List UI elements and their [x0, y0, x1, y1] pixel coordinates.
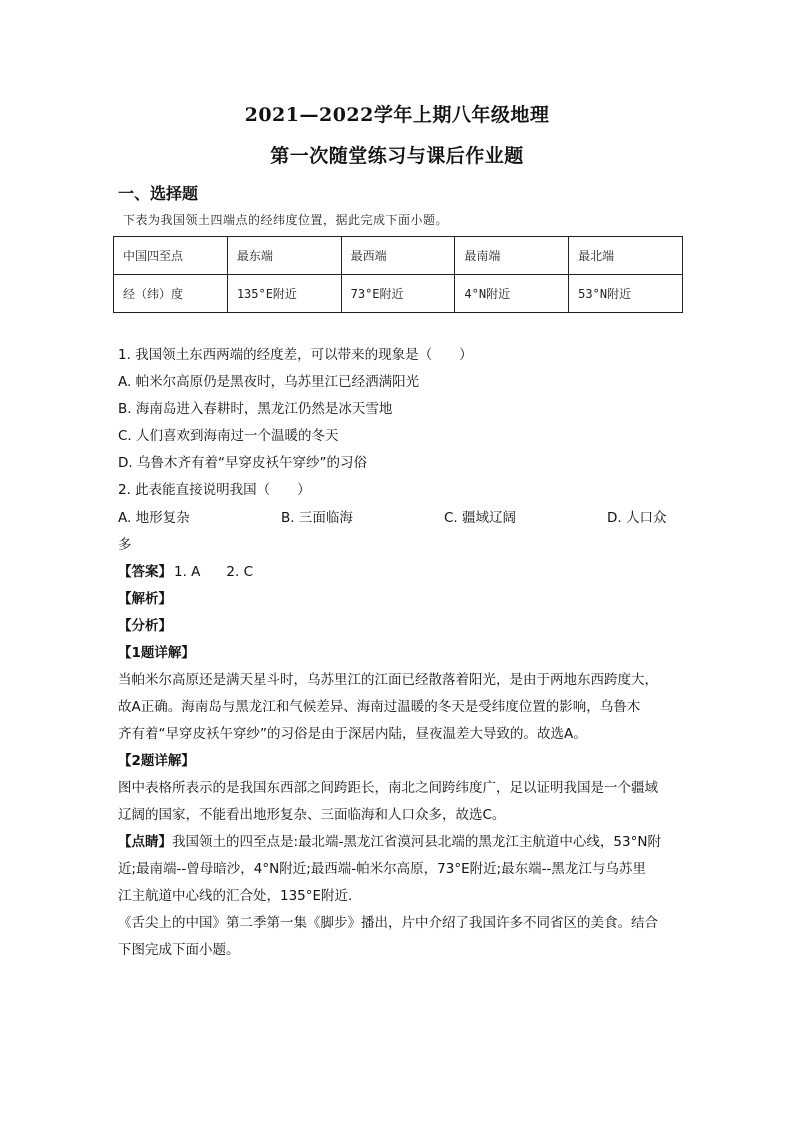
dianjing-line	[118, 830, 661, 850]
question-2-stem: 2. 此表能直接说明我国（ ）	[118, 482, 311, 498]
table-intro: 下表为我国领土四端点的经纬度位置，据此完成下面小题。	[123, 213, 449, 227]
table-cell: 最西端	[341, 237, 455, 275]
next-question-intro-line: 下图完成下面小题。	[118, 942, 240, 958]
table-cell: 53°N附近	[569, 275, 683, 313]
table-cell: 135°E附近	[227, 275, 341, 313]
table-row	[114, 275, 683, 313]
table-cell: 最北端	[569, 237, 683, 275]
dianjing-text: 我国领土的四至点是:最北端-黑龙江省漠河县北端的黑龙江主航道中心线，53°N附	[172, 834, 661, 850]
question-2-option-c: C. 疆域辽阔	[444, 510, 517, 526]
answer-2: 2. C	[226, 564, 254, 580]
dianjing-line: 近;最南端--曾母暗沙，4°N附近;最西端-帕米尔高原，73°E附近;最东端--黑龙江与乌苏里	[118, 861, 646, 877]
detail-1-line: 齐有着“早穿皮袄午穿纱”的习俗是由于深居内陆，昼夜温差大导致的。故选A。	[118, 726, 587, 742]
document-title-line1: 2021—2022学年上期八年级地理	[244, 104, 550, 126]
table-cell: 最南端	[455, 237, 569, 275]
jiexi-label: 【解析】	[118, 591, 172, 607]
answer-1: 1. A	[174, 564, 201, 580]
question-2-option-d-wrap: 多	[118, 537, 132, 553]
next-question-intro-line: 《舌尖上的中国》第二季第一集《脚步》播出，片中介绍了我国许多不同省区的美食。结合	[118, 915, 658, 931]
fenxi-label: 【分析】	[118, 618, 172, 634]
detail-2-line: 图中表格所表示的是我国东西部之间跨距长，南北之间跨纬度广，足以证明我国是一个疆域	[118, 780, 658, 796]
question-2-option-d: D. 人口众	[607, 510, 667, 526]
dianjing-label: 【点睛】	[118, 834, 172, 850]
dianjing-line: 江主航道中心线的汇合处，135°E附近.	[118, 888, 353, 904]
detail-1-label: 【1题详解】	[118, 645, 195, 661]
table-cell: 中国四至点	[114, 237, 228, 275]
table-cell: 73°E附近	[341, 275, 455, 313]
answer-line	[118, 560, 253, 580]
table-cell: 经（纬）度	[114, 275, 228, 313]
table-cell: 最东端	[227, 237, 341, 275]
table-cell: 4°N附近	[455, 275, 569, 313]
coordinates-table	[113, 236, 683, 313]
detail-1-line: 当帕米尔高原还是满天星斗时，乌苏里江的江面已经散落着阳光，是由于两地东西跨度大，	[118, 672, 658, 688]
question-1-stem: 1. 我国领土东西两端的经度差，可以带来的现象是（ ）	[118, 347, 473, 363]
table-header-row	[114, 237, 683, 275]
question-1-option-b: B. 海南岛进入春耕时，黑龙江仍然是冰天雪地	[118, 401, 393, 417]
detail-1-line: 故A正确。海南岛与黑龙江和气候差异、海南过温暖的冬天是受纬度位置的影响，乌鲁木	[118, 699, 641, 715]
detail-2-line: 辽阔的国家，不能看出地形复杂、三面临海和人口众多，故选C。	[118, 807, 506, 823]
answer-label: 【答案】	[118, 564, 172, 580]
section-heading: 一、选择题	[118, 184, 199, 203]
question-1-option-d: D. 乌鲁木齐有着“早穿皮袄午穿纱”的习俗	[118, 455, 367, 471]
question-2-option-a: A. 地形复杂	[118, 510, 190, 526]
question-1-option-a: A. 帕米尔高原仍是黑夜时，乌苏里江已经洒满阳光	[118, 374, 420, 390]
question-1-option-c: C. 人们喜欢到海南过一个温暖的冬天	[118, 428, 339, 444]
detail-2-label: 【2题详解】	[118, 753, 195, 769]
question-2-option-b: B. 三面临海	[281, 510, 353, 526]
document-title-line2: 第一次随堂练习与课后作业题	[270, 145, 524, 167]
